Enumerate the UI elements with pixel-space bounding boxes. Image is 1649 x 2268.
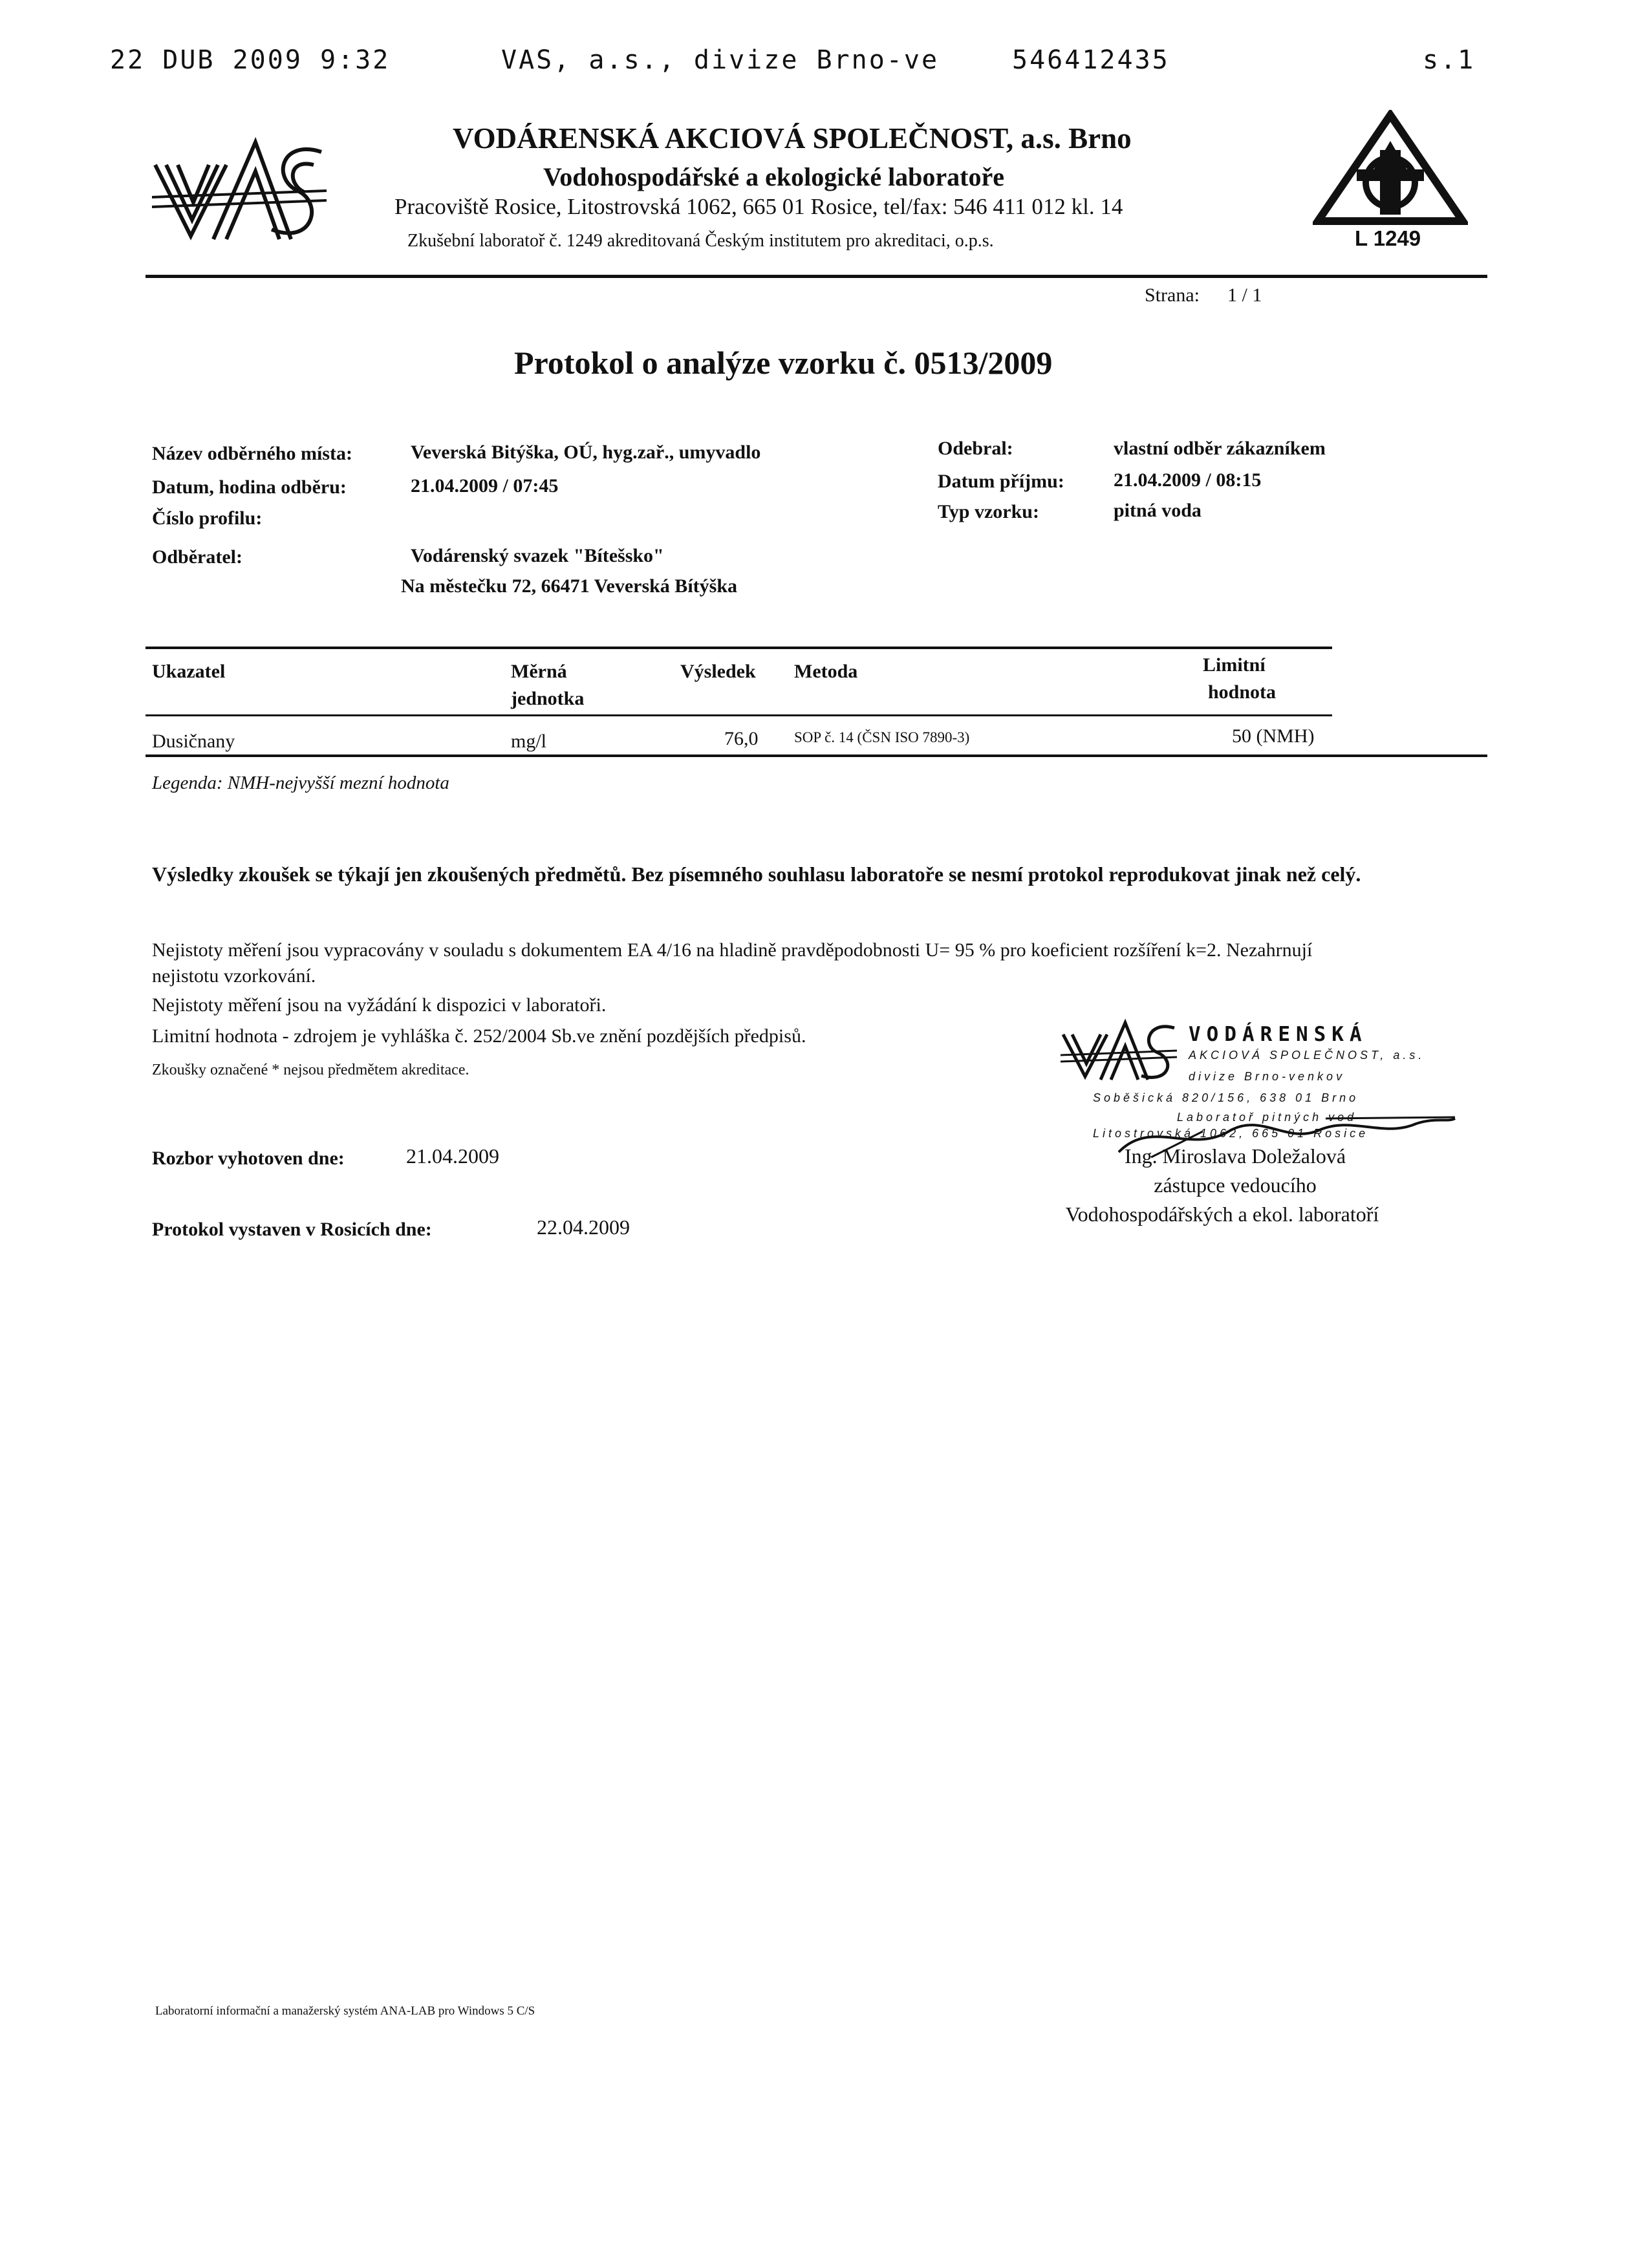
row-result: 76,0 [724, 728, 759, 749]
stamp-line2: divize Brno-venkov [1189, 1070, 1346, 1083]
logo-text: VAS [165, 244, 183, 255]
lab-code: L 1249 [1355, 226, 1421, 250]
stamp-line5: Litostrovská 1062, 665 01 Rosice [1093, 1127, 1369, 1140]
stamp-title: VODÁRENSKÁ [1189, 1023, 1368, 1046]
table-top-rule [146, 647, 1332, 649]
row-limit: 50 (NMH) [1232, 725, 1315, 747]
signatory-role: zástupce vedoucího [1154, 1173, 1317, 1197]
customer-label: Odběratel: [152, 546, 242, 568]
stamp-logo-text: VAS [1063, 1080, 1076, 1086]
fax-page: s.1 [1423, 45, 1476, 75]
company-address: Pracoviště Rosice, Litostrovská 1062, 665 01 Rosice, tel/fax: 546 411 012 kl. 14 [394, 194, 1123, 219]
col-unit-line2: jednotka [511, 688, 585, 709]
table-header-rule [146, 714, 1332, 716]
row-indicator: Dusičnany [152, 731, 235, 752]
page-label: Strana: [1145, 284, 1200, 306]
col-result: Výsledek [680, 661, 756, 682]
analysis-date-label: Rozbor vyhotoven dne: [152, 1148, 345, 1169]
col-limit-line2: hodnota [1208, 681, 1277, 703]
document-title: Protokol o analýze vzorku č. 0513/2009 [514, 345, 1053, 381]
disclaimer-note: Výsledky zkoušek se týkají jen zkoušených předmětů. Bez písemného souhlasu laboratoře se nesmí protokol reprodukovat jinak než celý. [152, 862, 1361, 886]
col-limit-line1: Limitní [1203, 654, 1266, 676]
issued-date-label: Protokol vystaven v Rosicích dne: [152, 1219, 432, 1240]
signatory-unit: Vodohospodářských a ekol. laboratoří [1065, 1203, 1379, 1226]
profile-label: Číslo profilu: [152, 508, 263, 529]
sample-type-label: Typ vzorku: [938, 501, 1039, 522]
page-value: 1 / 1 [1227, 284, 1262, 306]
accreditation-note: Zkoušky označené * nejsou předmětem akreditace. [152, 1062, 469, 1078]
header-divider [146, 275, 1487, 278]
legend: Legenda: NMH-nejvyšší mezní hodnota [152, 773, 449, 793]
stamp-line1: AKCIOVÁ SPOLEČNOST, a.s. [1189, 1049, 1425, 1062]
date-value: 21.04.2009 / 07:45 [411, 475, 559, 497]
sampled-by-value: vlastní odběr zákazníkem [1114, 438, 1326, 459]
footer-text: Laboratorní informační a manažerský systém ANA-LAB pro Windows 5 C/S [155, 2004, 535, 2018]
fax-datetime: 22 DUB 2009 9:32 [110, 45, 391, 75]
customer-name: Vodárenský svazek "Bítešsko" [411, 545, 664, 566]
sample-type-value: pitná voda [1114, 500, 1202, 521]
fax-number: 546412435 [1012, 45, 1170, 75]
stamp-logo [1061, 1015, 1177, 1086]
col-method: Metoda [794, 661, 858, 682]
received-label: Datum příjmu: [938, 471, 1064, 492]
date-label: Datum, hodina odběru: [152, 476, 347, 498]
uncertainty-note: Nejistoty měření jsou vypracovány v souladu s dokumentem EA 4/16 na hladině pravděpodobnosti U= 95 % pro koeficient rozšíření k=2. Nezahrnují nejistotu vzorkování. [152, 939, 1313, 987]
col-unit-line1: Měrná [511, 661, 567, 682]
col-indicator: Ukazatel [152, 661, 226, 682]
limit-source-note: Limitní hodnota - zdrojem je vyhláška č. 252/2004 Sb.ve znění pozdějších předpisů. [152, 1025, 806, 1047]
company-name: VODÁRENSKÁ AKCIOVÁ SPOLEČNOST, a.s. Brno [453, 122, 1132, 155]
analysis-date-value: 21.04.2009 [406, 1144, 499, 1168]
place-label: Název odběrného místa: [152, 443, 352, 464]
accreditation-mark-icon [1313, 110, 1468, 233]
availability-note: Nejistoty měření jsou na vyžádání k dispozici v laboratoři. [152, 994, 607, 1016]
customer-address: Na městečku 72, 66471 Veverská Bítýška [401, 575, 738, 597]
fax-sender: VAS, a.s., divize Brno-ve [501, 45, 940, 75]
table-bottom-rule [146, 754, 1487, 757]
signatory-name: Ing. Miroslava Doležalová [1124, 1144, 1346, 1168]
received-value: 21.04.2009 / 08:15 [1114, 469, 1262, 491]
department-name: Vodohospodářské a ekologické laboratoře [543, 162, 1005, 191]
place-value: Veverská Bitýška, OÚ, hyg.zař., umyvadlo [411, 442, 761, 463]
stamp-line3: Soběšická 820/156, 638 01 Brno [1093, 1091, 1359, 1104]
stamp-line4: Laboratoř pitných vod [1177, 1111, 1357, 1124]
issued-date-value: 22.04.2009 [537, 1215, 630, 1239]
row-unit: mg/l [511, 731, 547, 752]
company-logo [152, 126, 327, 255]
row-method: SOP č. 14 (ČSN ISO 7890-3) [794, 729, 970, 745]
sampled-by-label: Odebral: [938, 438, 1013, 459]
accreditation-line: Zkušební laboratoř č. 1249 akreditovaná Českým institutem pro akreditaci, o.p.s. [407, 231, 994, 251]
